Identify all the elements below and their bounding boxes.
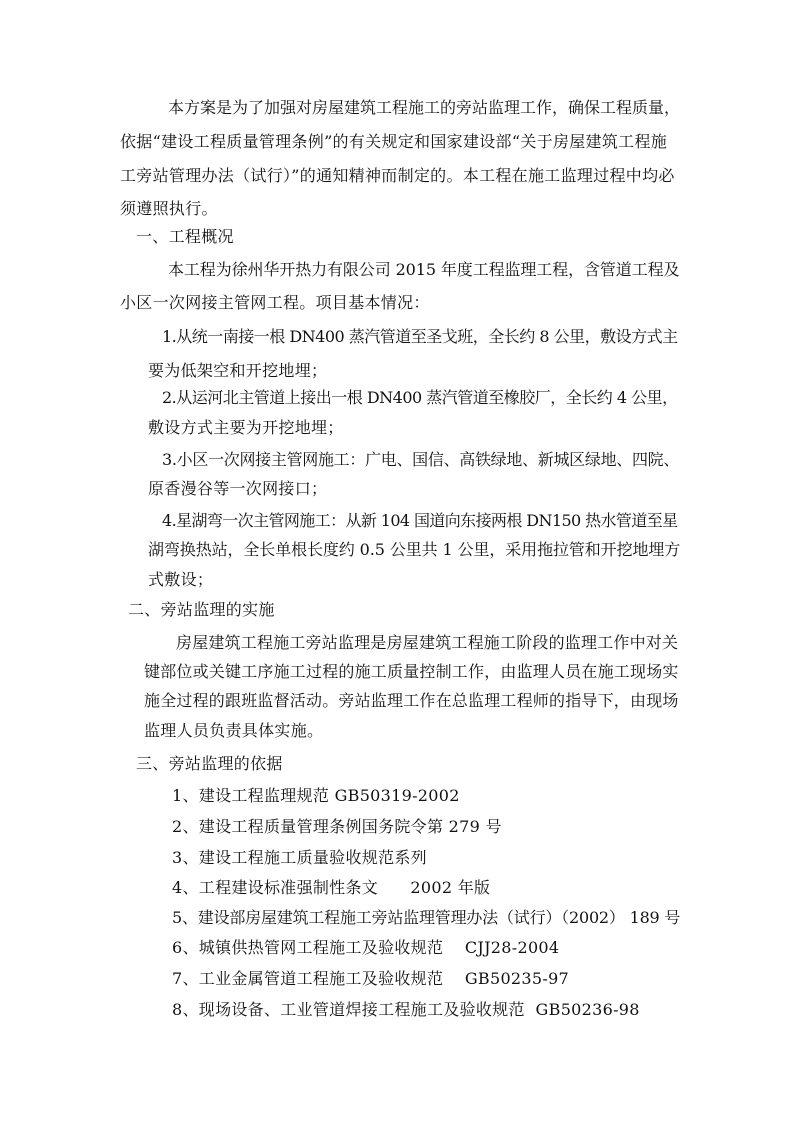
implementation-line: 监理人员负责具体实施。 (144, 721, 324, 740)
basis-item: 4、工程建设标准强制性条文 2002 年版 (172, 878, 491, 897)
basis-item: 3、建设工程施工质量验收规范系列 (172, 848, 427, 867)
basis-item: 6、城镇供热管网工程施工及验收规范 CJJ28-2004 (172, 938, 560, 957)
implementation-line: 房屋建筑工程施工旁站监理是房屋建筑工程施工阶段的监理工作中对关 (176, 633, 679, 652)
basis-item: 8、现场设备、工业管道焊接工程施工及验收规范 GB50236-98 (172, 1000, 640, 1019)
basis-item: 1、建设工程监理规范 GB50319-2002 (172, 786, 460, 805)
overview-item-line: 4.星湖弯一次主管网施工：从新 104 国道向东接两根 DN150 热水管道至星 (162, 511, 678, 530)
section-heading-basis: 三、旁站监理的依据 (136, 754, 283, 773)
overview-item-line: 3.小区一次网接主管网施工：广电、国信、高铁绿地、新城区绿地、四院、 (162, 450, 680, 469)
implementation-line: 施全过程的跟班监督活动。旁站监理工作在总监理工程师的指导下，由现场 (144, 691, 679, 710)
overview-item-line: 敷设方式主要为开挖地埋； (148, 418, 344, 437)
intro-line: 须遵照执行。 (120, 199, 218, 218)
overview-item-line: 湖弯换热站，全长单根长度约 0.5 公里共 1 公里，采用拖拉管和开挖地埋方 (148, 540, 681, 559)
overview-item-line: 式敷设； (148, 570, 214, 589)
intro-line: 依据“建设工程质量管理条例”的有关规定和国家建设部“关于房屋建筑工程施 (120, 132, 668, 151)
overview-item-line: 1.从统一南接一根 DN400 蒸汽管道至圣戈班，全长约 8 公里，敷设方式主 (162, 327, 678, 346)
overview-line: 小区一次网接主管网工程。项目基本情况： (120, 293, 430, 312)
intro-line: 工旁站管理办法（试行）”的通知精神而制定的。本工程在施工监理过程中均必 (120, 166, 675, 185)
section-heading-implementation: 二、旁站监理的实施 (128, 600, 275, 619)
basis-item: 2、建设工程质量管理条例国务院令第 279 号 (172, 817, 502, 836)
overview-item-line: 原香漫谷等一次网接口； (148, 479, 328, 498)
basis-item: 5、建设部房屋建筑工程施工旁站监理管理办法（试行）（2002） 189 号 (172, 908, 681, 927)
overview-line: 本工程为徐州华开热力有限公司 2015 年度工程监理工程，含管道工程及 (168, 260, 680, 279)
overview-item-line: 2.从运河北主管道上接出一根 DN400 蒸汽管道至橡胶厂，全长约 4 公里， (162, 388, 678, 407)
basis-item: 7、工业金属管道工程施工及验收规范 GB50235-97 (172, 969, 570, 988)
overview-item-line: 要为低架空和开挖地埋； (148, 361, 328, 380)
intro-line: 本方案是为了加强对房屋建筑工程施工的旁站监理工作，确保工程质量， (168, 98, 681, 117)
section-heading-overview: 一、工程概况 (136, 227, 234, 246)
implementation-line: 键部位或关键工序施工过程的施工质量控制工作，由监理人员在施工现场实 (144, 662, 679, 681)
